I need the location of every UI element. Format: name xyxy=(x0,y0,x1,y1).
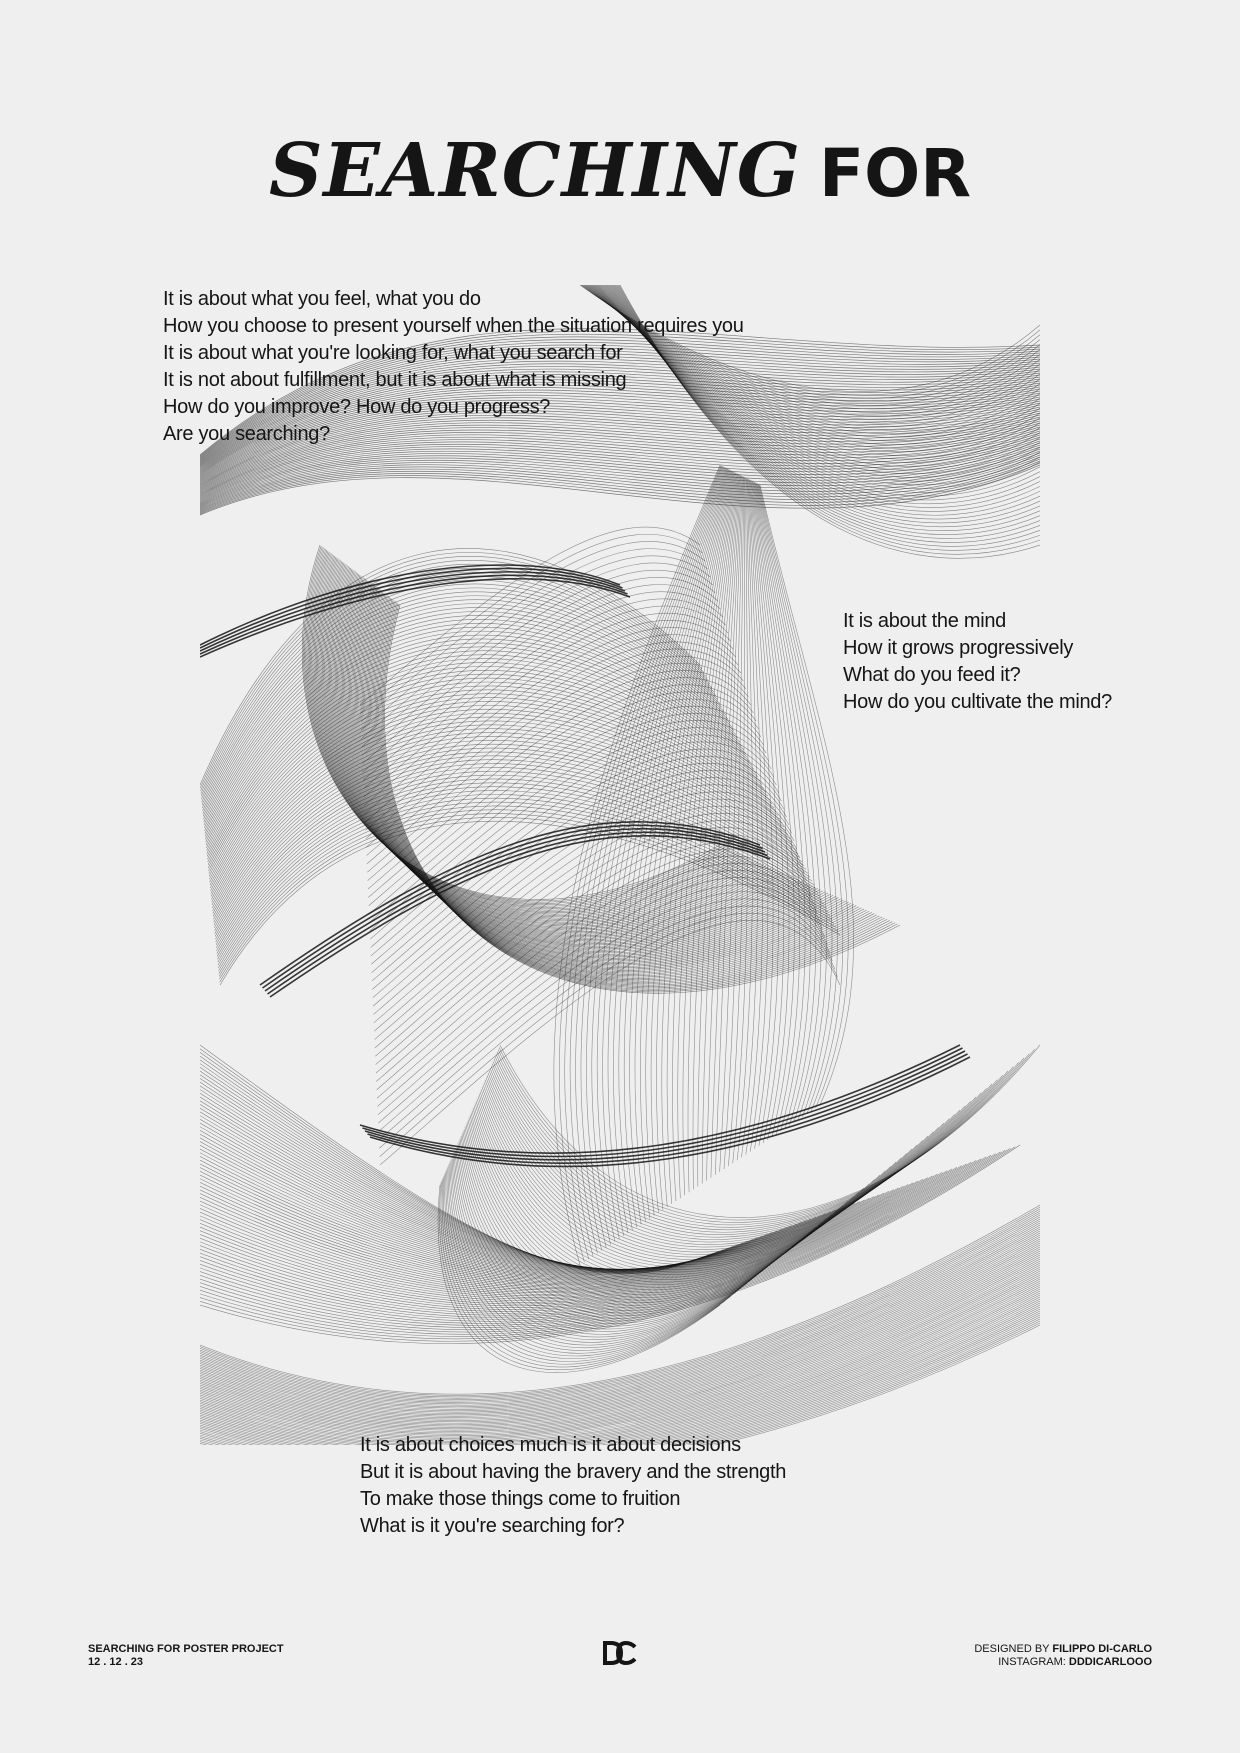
mesh-curve xyxy=(200,1323,1040,1445)
mesh-curve xyxy=(759,484,843,1111)
mesh-curve xyxy=(374,799,797,1023)
mesh-curve xyxy=(757,484,832,1117)
mesh-curve xyxy=(200,1295,1040,1445)
instagram-label: INSTAGRAM: xyxy=(998,1656,1066,1668)
footer-designer-line xyxy=(974,1643,1152,1656)
footer-instagram-line xyxy=(974,1656,1152,1669)
poem-line: How it grows progressively xyxy=(843,637,1074,659)
poem-line: What is it you're searching for? xyxy=(360,1515,625,1537)
poem-top xyxy=(163,286,744,448)
mesh-curve xyxy=(371,735,774,948)
poem-line: Are you searching? xyxy=(163,423,330,445)
mesh-curve xyxy=(260,822,760,985)
poem-line: What do you feed it? xyxy=(843,664,1021,686)
mesh-curve xyxy=(375,813,802,1039)
mesh-curve xyxy=(206,631,742,845)
poem-right xyxy=(843,608,1112,716)
mesh-curve xyxy=(475,1103,907,1279)
poem-line: It is about choices much is it about decisions xyxy=(360,1434,741,1456)
mesh-curve xyxy=(322,560,763,923)
mesh-curve xyxy=(200,1064,704,1271)
poem-line: How you choose to present yourself when the situation requires you xyxy=(163,315,744,337)
poem-line: But it is about having the bravery and the strength xyxy=(360,1461,787,1483)
mesh-curve xyxy=(481,1089,939,1264)
poem-line: It is about what you're looking for, what you search for xyxy=(163,342,623,364)
mesh-curve xyxy=(459,1141,821,1321)
mesh-curve xyxy=(341,573,805,943)
designed-by-label: DESIGNED BY xyxy=(974,1643,1050,1655)
mesh-curve xyxy=(331,566,782,932)
mesh-curve xyxy=(474,1106,901,1283)
wave-mesh-artwork xyxy=(200,285,1040,1445)
mesh-curve xyxy=(498,1050,1029,1223)
footer-project-name: SEARCHING FOR POSTER PROJECT xyxy=(88,1643,284,1655)
poem-line: How do you improve? How do you progress? xyxy=(163,396,551,418)
mesh-curve xyxy=(360,527,700,705)
mesh-curve xyxy=(369,594,866,976)
mesh-curve xyxy=(485,1080,960,1255)
poem-line: It is about what you feel, what you do xyxy=(163,288,481,310)
mesh-curve xyxy=(200,1119,777,1270)
poem-line: It is about the mind xyxy=(843,610,1006,632)
poem-line: How do you cultivate the mind? xyxy=(843,691,1112,713)
footer-date: 12 . 12 . 23 xyxy=(88,1656,144,1668)
dc-monogram-icon xyxy=(602,1640,638,1666)
designer-name: FILIPPO DI-CARLO xyxy=(1052,1643,1152,1655)
poem-line: It is not about fulfillment, but it is about what is missing xyxy=(163,369,627,391)
mesh-curve xyxy=(200,1303,1040,1445)
poster-title xyxy=(0,128,1240,214)
title-word-for: FOR xyxy=(819,135,972,212)
mesh-curve xyxy=(200,461,1040,513)
footer-project-info xyxy=(88,1643,284,1669)
mesh-curve xyxy=(455,1150,800,1332)
poem-bottom xyxy=(360,1432,786,1540)
mesh-curve xyxy=(206,627,740,842)
instagram-handle[interactable]: DDDICARLOOO xyxy=(1068,1656,1152,1668)
footer-credits xyxy=(974,1643,1152,1669)
poem-line: To make those things come to fruition xyxy=(360,1488,681,1510)
title-word-searching: SEARCHING xyxy=(268,128,801,214)
mesh-curve xyxy=(379,906,835,1148)
mesh-curve xyxy=(483,1085,949,1260)
